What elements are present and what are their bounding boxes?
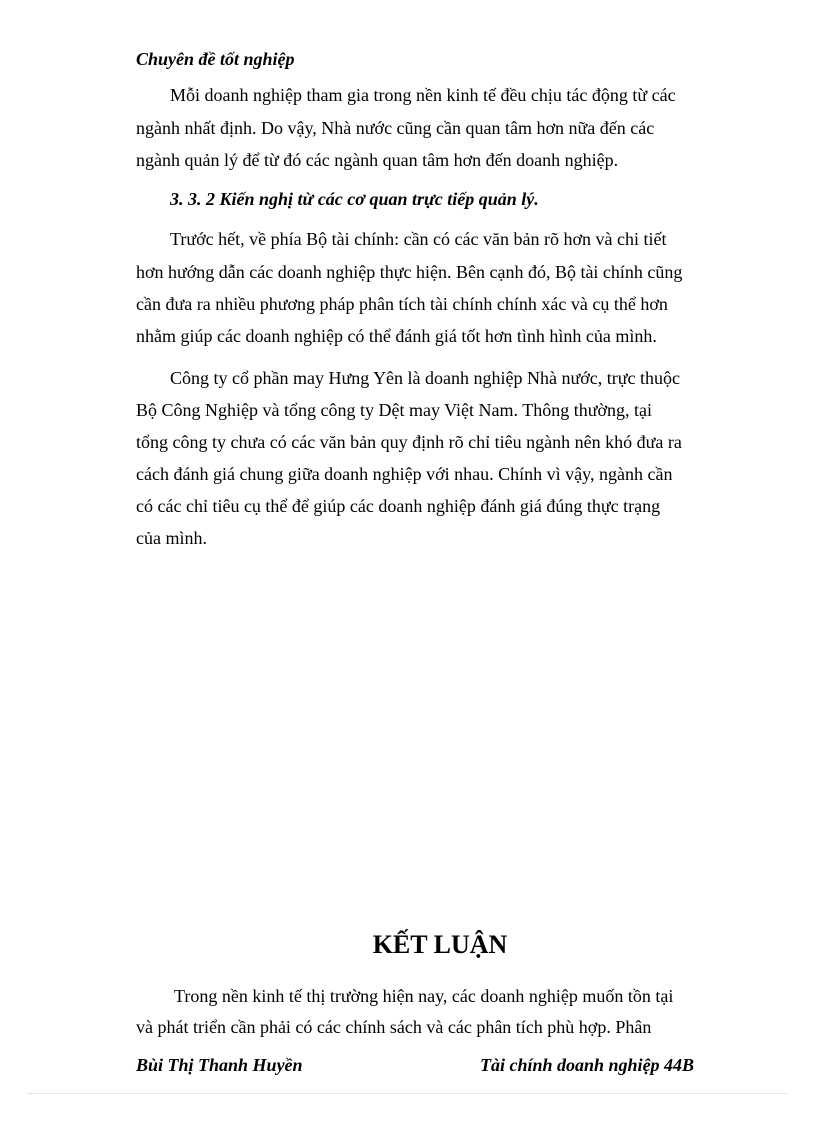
paragraph-line: có các chỉ tiêu cụ thể để giúp các doanh nghiệp đánh giá đúng thực trạng xyxy=(136,496,661,516)
paragraph-line: tổng công ty chưa có các văn bản quy định rõ chỉ tiêu ngành nên khó đưa ra xyxy=(136,432,682,452)
paragraph-line: của mình. xyxy=(136,528,207,548)
page-bottom-divider xyxy=(28,1093,788,1094)
footer-class: Tài chính doanh nghiệp 44B xyxy=(480,1055,695,1075)
paragraph-line: cần đưa ra nhiều phương pháp phân tích tài chính chính xác và cụ thể hơn xyxy=(136,294,668,314)
page-header-title: Chuyên đề tốt nghiệp xyxy=(136,49,295,69)
section-subheading: 3. 3. 2 Kiến nghị từ các cơ quan trực tiếp quản lý. xyxy=(170,189,539,209)
paragraph-line: và phát triển cần phải có các chính sách và các phân tích phù hợp. Phân xyxy=(136,1017,652,1037)
paragraph-line: cách đánh giá chung giữa doanh nghiệp với nhau. Chính vì vậy, ngành cần xyxy=(136,464,673,484)
paragraph-line: nhằm giúp các doanh nghiệp có thể đánh giá tốt hơn tình hình của mình. xyxy=(136,326,657,346)
paragraph-line: Công ty cổ phần may Hưng Yên là doanh nghiệp Nhà nước, trực thuộc xyxy=(170,368,681,388)
conclusion-title: KẾT LUẬN xyxy=(372,930,508,959)
paragraph-line: Trước hết, về phía Bộ tài chính: cần có các văn bản rõ hơn và chi tiết xyxy=(170,229,667,249)
paragraph-line: hơn hướng dẫn các doanh nghiệp thực hiện. Bên cạnh đó, Bộ tài chính cũng xyxy=(136,262,683,282)
paragraph-line: Bộ Công Nghiệp và tổng công ty Dệt may Việt Nam. Thông thường, tại xyxy=(136,400,652,420)
paragraph-line: ngành nhất định. Do vậy, Nhà nước cũng cần quan tâm hơn nữa đến các xyxy=(136,118,655,138)
paragraph-line: Mỗi doanh nghiệp tham gia trong nền kinh tế đều chịu tác động từ các xyxy=(170,85,676,105)
paragraph-line: Trong nền kinh tế thị trường hiện nay, các doanh nghiệp muốn tồn tại xyxy=(174,986,674,1006)
paragraph-line: ngành quản lý để từ đó các ngành quan tâm hơn đến doanh nghiệp. xyxy=(136,150,619,170)
footer-author: Bùi Thị Thanh Huyền xyxy=(136,1055,303,1075)
